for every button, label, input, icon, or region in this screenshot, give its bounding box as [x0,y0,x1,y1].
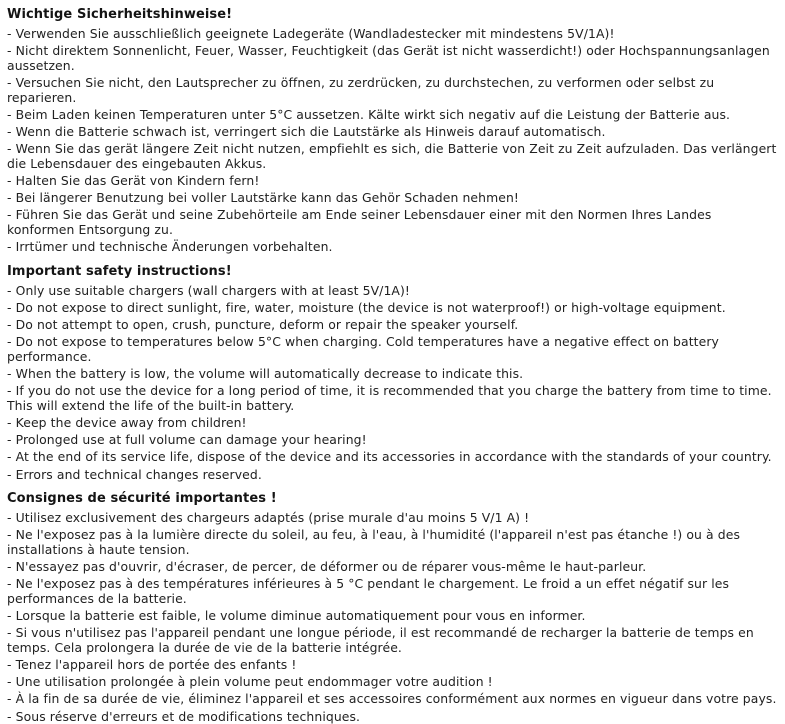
bullet-item: - Beim Laden keinen Temperaturen unter 5°C aussetzen. Kälte wirkt sich negativ auf die Leistung der Batterie aus. [7,106,731,122]
section-items [7,511,779,724]
bullet-item: - N'essayez pas d'ouvrir, d'écraser, de percer, de déformer ou de réparer vous-même le haut-parleur. [7,559,647,575]
section-items [7,284,779,482]
bullet-item: - Lorsque la batterie est faible, le volume diminue automatiquement pour vous en informer. [7,608,586,624]
safety-section [7,7,779,255]
bullet-item: - At the end of its service life, dispose of the device and its accessories in accordance with the standards of your country. [7,449,772,465]
bullet-item: - Führen Sie das Gerät und seine Zubehörteile am Ende seiner Lebensdauer einer mit den Normen Ihres Landes konformen Entsorgung zu. [7,207,712,237]
bullet-item: - Only use suitable chargers (wall chargers with at least 5V/1A)! [7,282,410,298]
bullet-item: - À la fin de sa durée de vie, éliminez l'appareil et ses accessoires conformément aux normes en vigueur dans votre pays. [7,691,777,707]
bullet-item: - Tenez l'appareil hors de portée des enfants ! [7,657,297,673]
bullet-item: - Wenn Sie das gerät längere Zeit nicht nutzen, empfiehlt es sich, die Batterie von Zeit zu Zeit aufzuladen. Das verlängert die Lebensdauer des eingebauten Akkus. [7,141,777,171]
bullet-item: - Prolonged use at full volume can damage your hearing! [7,432,367,448]
bullet-item: - Bei längerer Benutzung bei voller Lautstärke kann das Gehör Schaden nehmen! [7,190,519,206]
bullet-item: - Sous réserve d'erreurs et de modifications techniques. [7,708,361,724]
bullet-item: - Si vous n'utilisez pas l'appareil pendant une longue période, il est recommandé de recharger la batterie de temps en temps. Cela prolongera la durée de vie de la batterie intégrée. [7,625,754,655]
bullet-item: - Verwenden Sie ausschließlich geeignete Ladegeräte (Wandladestecker mit mindestens 5V/1A)! [7,26,615,41]
bullet-item: - Keep the device away from children! [7,414,247,430]
section-items [7,27,779,255]
bullet-item: - Wenn die Batterie schwach ist, verringert sich die Lautstärke als Hinweis darauf automatisch. [7,123,606,139]
bullet-item: - Do not expose to direct sunlight, fire, water, moisture (the device is not waterproof!) or high-voltage equipment. [7,299,726,315]
bullet-item: - Ne l'exposez pas à des températures inférieures à 5 °C pendant le chargement. Le froid a un effet négatif sur les performances de la batterie. [7,576,730,606]
bullet-item: - Une utilisation prolongée à plein volume peut endommager votre audition ! [7,674,493,690]
bullet-item: - Versuchen Sie nicht, den Lautsprecher zu öffnen, zu zerdrücken, zu durchstechen, zu verformen oder selbst zu reparieren. [7,74,715,105]
section-title: Wichtige Sicherheitshinweise! [7,7,233,22]
bullet-item: - Do not attempt to open, crush, puncture, deform or repair the speaker yourself. [7,317,519,333]
bullet-item: - Do not expose to temperatures below 5°C when charging. Cold temperatures have a negative effect on battery performance. [7,334,719,364]
safety-section [7,264,779,482]
bullet-item: - Errors and technical changes reserved. [7,466,262,482]
bullet-item: - If you do not use the device for a long period of time, it is recommended that you charge the battery from time to time. This will extend the life of the built-in battery. [7,383,772,413]
bullet-item: - Irrtümer und technische Änderungen vorbehalten. [7,239,333,255]
bullet-item: - Utilisez exclusivement des chargeurs adaptés (prise murale d'au moins 5 V/1 A) ! [7,510,530,526]
section-title: Consignes de sécurité importantes ! [7,491,277,507]
bullet-item: - Halten Sie das Gerät von Kindern fern! [7,172,260,188]
bullet-item: - Nicht direktem Sonnenlicht, Feuer, Wasser, Feuchtigkeit (das Gerät ist nicht wasserdicht!) oder Hochspannungsanlagen aussetzen. [7,43,770,73]
bullet-item: - When the battery is low, the volume will automatically decrease to indicate this. [7,366,524,381]
safety-section [7,491,779,724]
section-title: Important safety instructions! [7,263,232,279]
bullet-item: - Ne l'exposez pas à la lumière directe du soleil, au feu, à l'eau, à l'humidité (l'appareil n'est pas étanche !) ou à des installations à haute tension. [7,527,741,557]
